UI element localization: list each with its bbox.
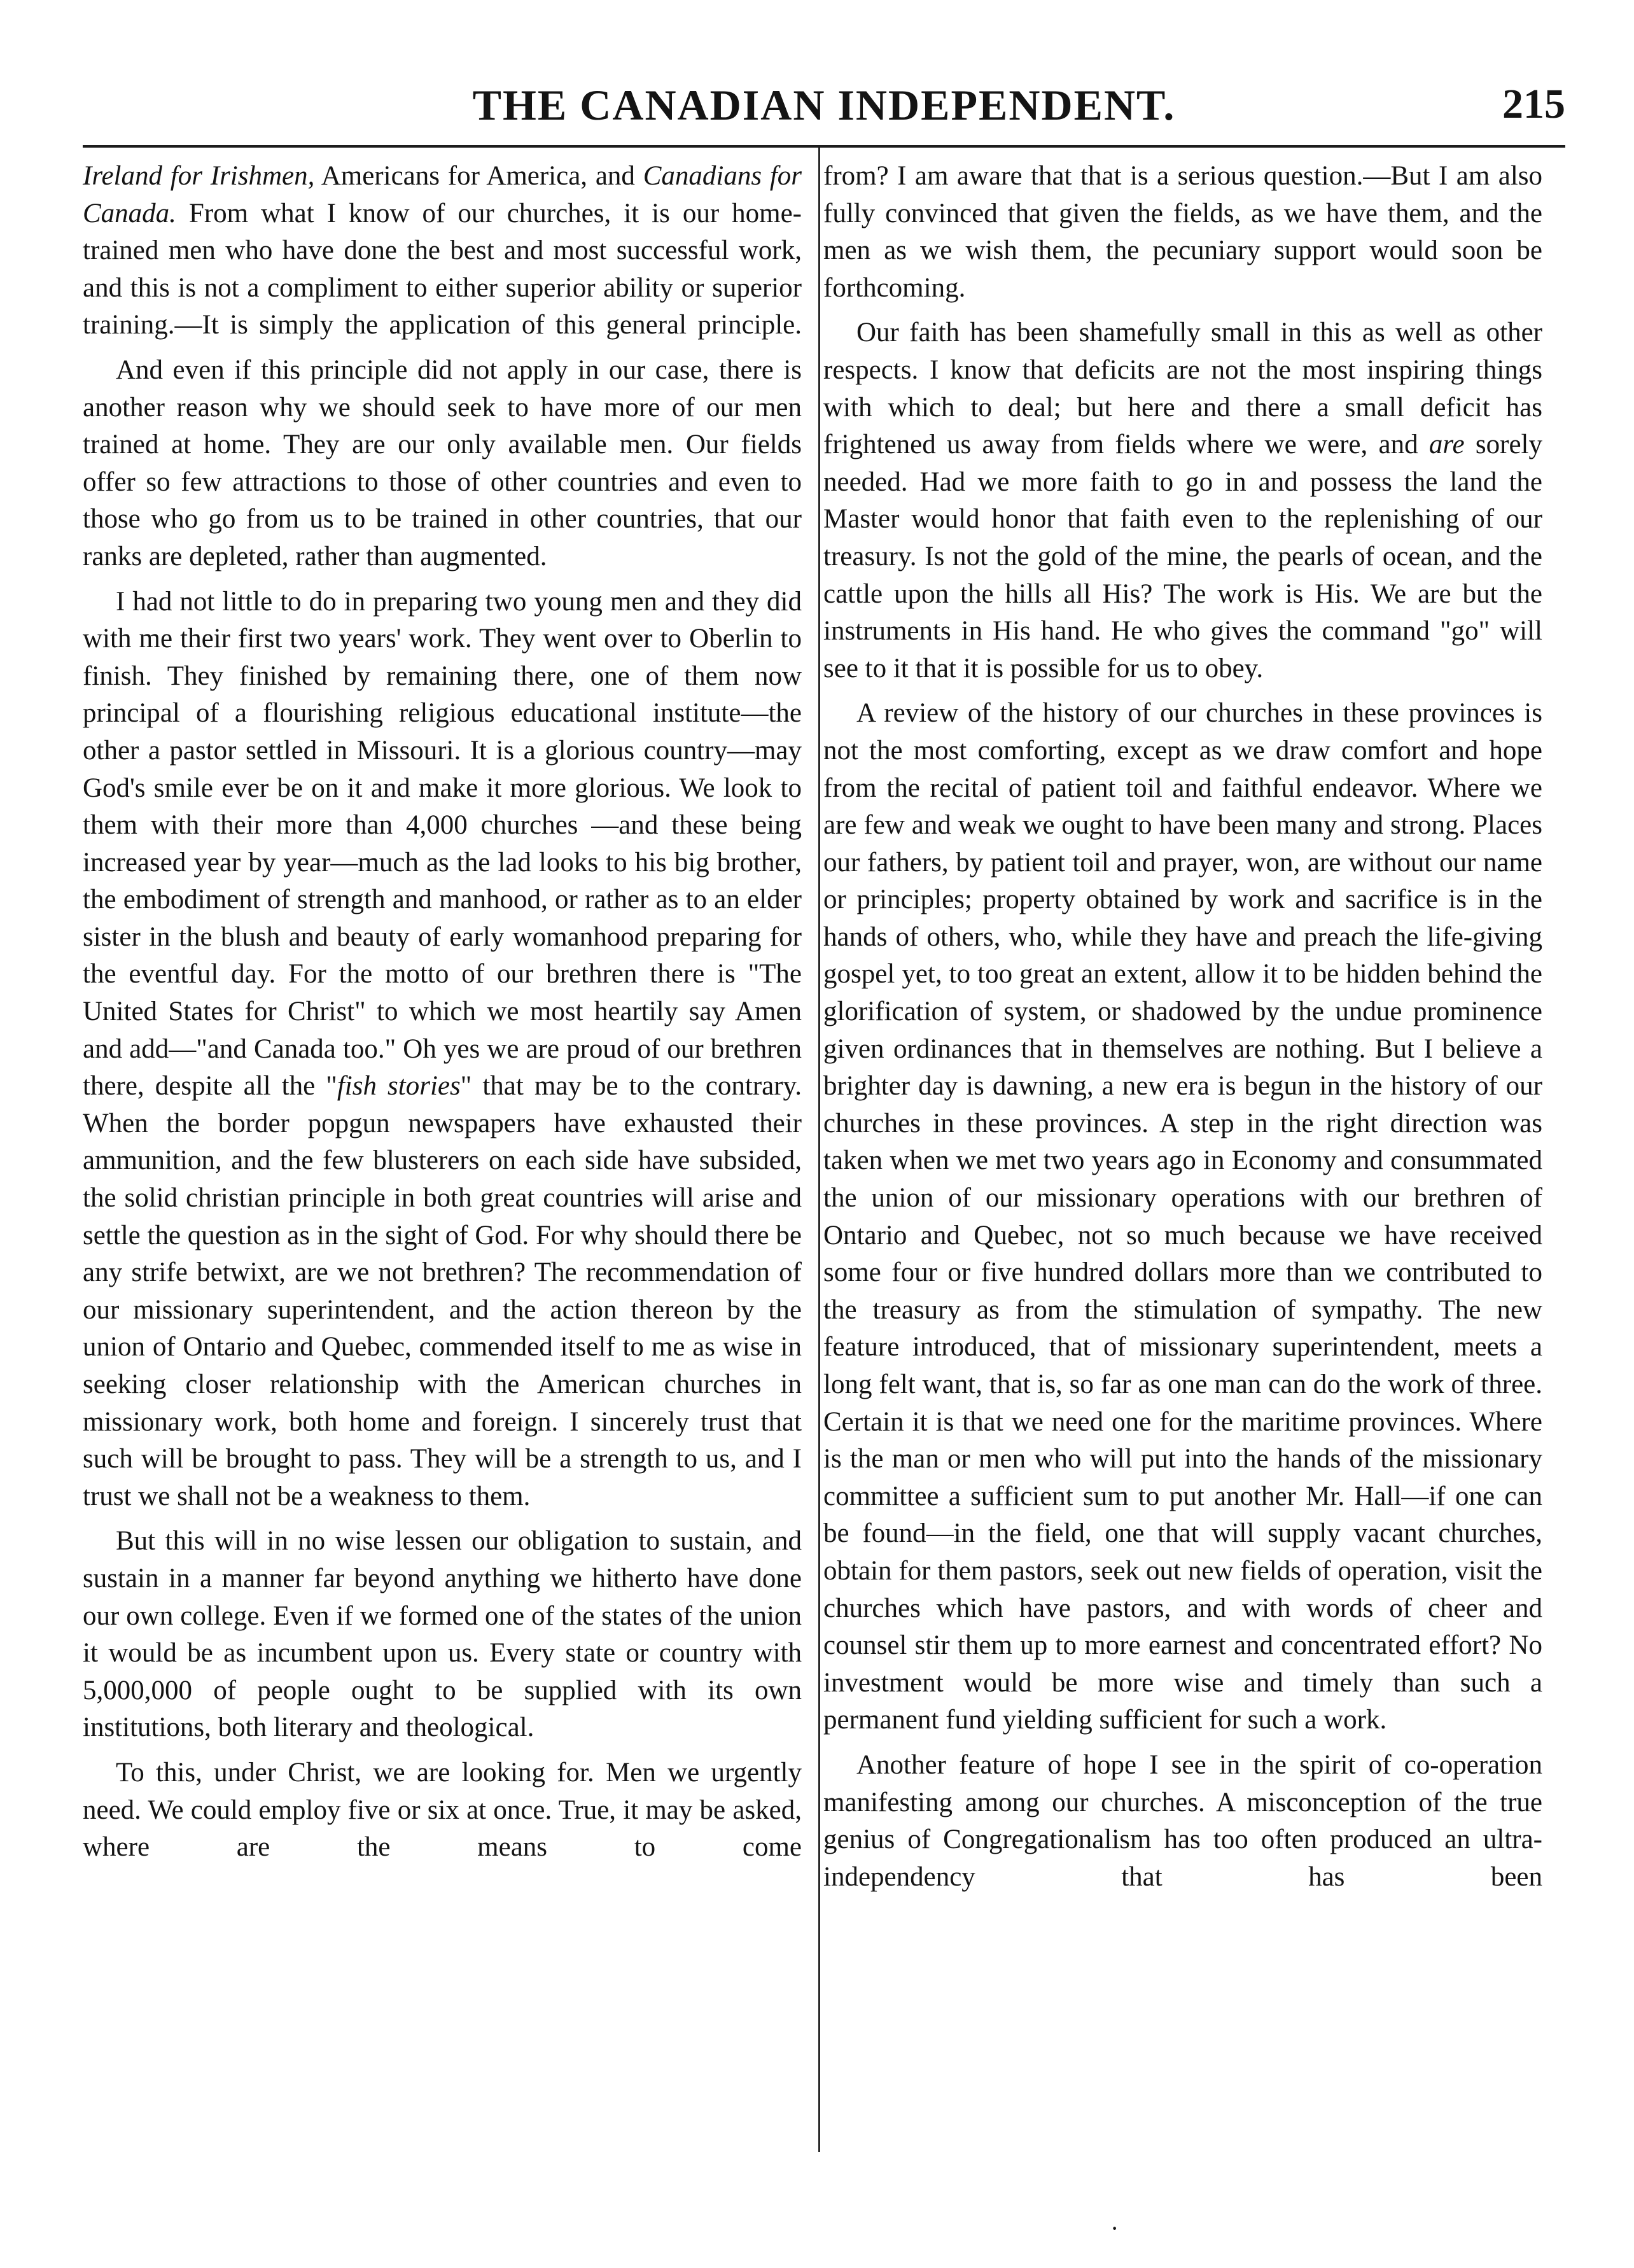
right-column xyxy=(823,158,1542,1903)
footer-mark: · xyxy=(1110,2214,1119,2243)
header-rule xyxy=(83,145,1565,148)
italic-phrase: Ireland for Irishmen, xyxy=(83,161,315,191)
paragraph xyxy=(83,584,802,1516)
paragraph xyxy=(83,158,802,344)
paragraph: But this will in no wise lessen our obligation to sustain, and sustain in a manner far beyond anything we hitherto have done our own college. Even if we formed one of the states of the union it would be as incumbent upon us. Every state or country with 5,000,000 of people ought to be supplied with its own institutions, both literary and theological. xyxy=(83,1526,802,1743)
paragraph: Another feature of hope I see in the spirit of co-operation manifesting among our churches. A misconception of the true genius of Congregationalism has too often produced an ultra-independency that has been xyxy=(823,1749,1542,1892)
page-header xyxy=(83,69,1565,139)
paragraph: To this, under Christ, we are looking for. Men we urgently need. We could employ five or six at once. True, it may be asked, where are the means to come xyxy=(83,1757,802,1863)
paragraph xyxy=(823,314,1542,687)
text-run: " that may be to the contrary. When the border popgun newspapers have exhausted their ammunition, and the few blusterers on each side have subsided, the solid christian principle in both great countries will arise and settle the question as in the sight of God. For why should there be any strife betwixt, are we not brethren? The recommendation of our missionary superintendent, and the action thereon by the union of Ontario and Quebec, commended itself to me as wise in seeking closer relationship with the American churches in missionary work, both home and foreign. I sincerely trust that such will be brought to pass. They will be a strength to us, and I trust we shall not be a weakness to them. xyxy=(83,1071,802,1511)
left-column xyxy=(83,158,802,1874)
text-run: Our faith has been shamefully small in this as well as other respects. I know that deficits are not the most inspiring things with which to deal; but here and there a small deficit has frightened us away from fields where we were, and xyxy=(823,318,1542,460)
paragraph: And even if this principle did not apply in our case, there is another reason why we should seek to have more of our men trained at home. They are our only available men. Our fields offer so few attractions to those of other countries and even to those who go from us to be trained in other countries, that our ranks are depleted, rather than augmented. xyxy=(83,354,802,571)
journal-title: THE CANADIAN INDEPENDENT. xyxy=(472,81,1176,129)
paragraph: from? I am aware that that is a serious question.—But I am also fully convinced that given the fields, as we have them, and the men as we wish them, the pecuniary support would soon be forthcoming. xyxy=(823,161,1542,303)
text-run: From what I know of our churches, it is our home-trained men who have done the best and most successful work, and this is not a compliment to either superior ability or superior training.—It is simply the application of this general principle. xyxy=(83,198,802,340)
italic-phrase: fish stories xyxy=(337,1071,461,1102)
page-number: 215 xyxy=(1502,81,1565,127)
text-run: sorely needed. Had we more faith to go in and possess the land the Master would honor that faith even to the replenishing of our treasury. Is not the gold of the mine, the pearls of ocean, and the cattle upon the hills all His? The work is His. We are but the instruments in His hand. He who gives the command "go" will see to it that it is possible for us to obey. xyxy=(823,430,1542,683)
column-divider xyxy=(818,148,820,2152)
paragraph: A review of the history of our churches in these provinces is not the most comforting, except as we draw comfort and hope from the recital of patient toil and faithful endeavor. Where we are few and weak we ought to have been many and strong. Places our fathers, by patient toil and prayer, won, are without our name or principles; property obtained by work and sacrifice is in the hands of others, who, while they have and preach the life-giving gospel yet, to too great an extent, allow it to be hidden behind the glorification of system, or shadowed by the undue prominence given ordinances that in themselves are nothing. But I believe a brighter day is dawning, a new era is begun in the history of our churches in these provinces. A step in the right direction was taken when we met two years ago in Economy and consummated the union of our missionary operations with our brethren of Ontario and Quebec, not so much because we have received some four or five hundred dollars more than we contributed to the treasury as from the stimulation of sympathy. The new feature introduced, that of missionary superintendent, meets a long felt want, that is, so far as one man can do the work of three. Certain it is that we need one for the maritime provinces. Where is the man or men who will put into the hands of the missionary committee a sufficient sum to put another Mr. Hall—if one can be found—in the field, one that will supply vacant churches, obtain for them pastors, seek out new fields of operation, visit the churches which have pastors, and with words of cheer and counsel stir them up to more earnest and concentrated effort? No investment would be more wise and timely than such a permanent fund yielding sufficient for such a work. xyxy=(823,698,1542,1735)
italic-phrase: are xyxy=(1428,430,1465,460)
text-run: Americans for America, and xyxy=(314,161,643,191)
italic-phrase: Canadians for Canada. xyxy=(83,161,802,228)
text-run: I had not little to do in preparing two young men and they did with me their first two years' work. They went over to Oberlin to finish. They finished by remaining there, one of them now principal of a flourishing religious educational institute—the other a pastor settled in Missouri. It is a glorious country—may God's smile ever be on it and make it more glorious. We look to them with their more than 4,000 churches —and these being increased year by year—much as the lad looks to his big brother, the embodiment of strength and manhood, or rather as to an elder sister in the blush and beauty of early womanhood preparing for the eventful day. For the motto of our brethren there is "The United States for Christ" to which we most heartily say Amen and add—"and Canada too." Oh yes we are proud of our brethren there, despite all the " xyxy=(83,586,802,1102)
